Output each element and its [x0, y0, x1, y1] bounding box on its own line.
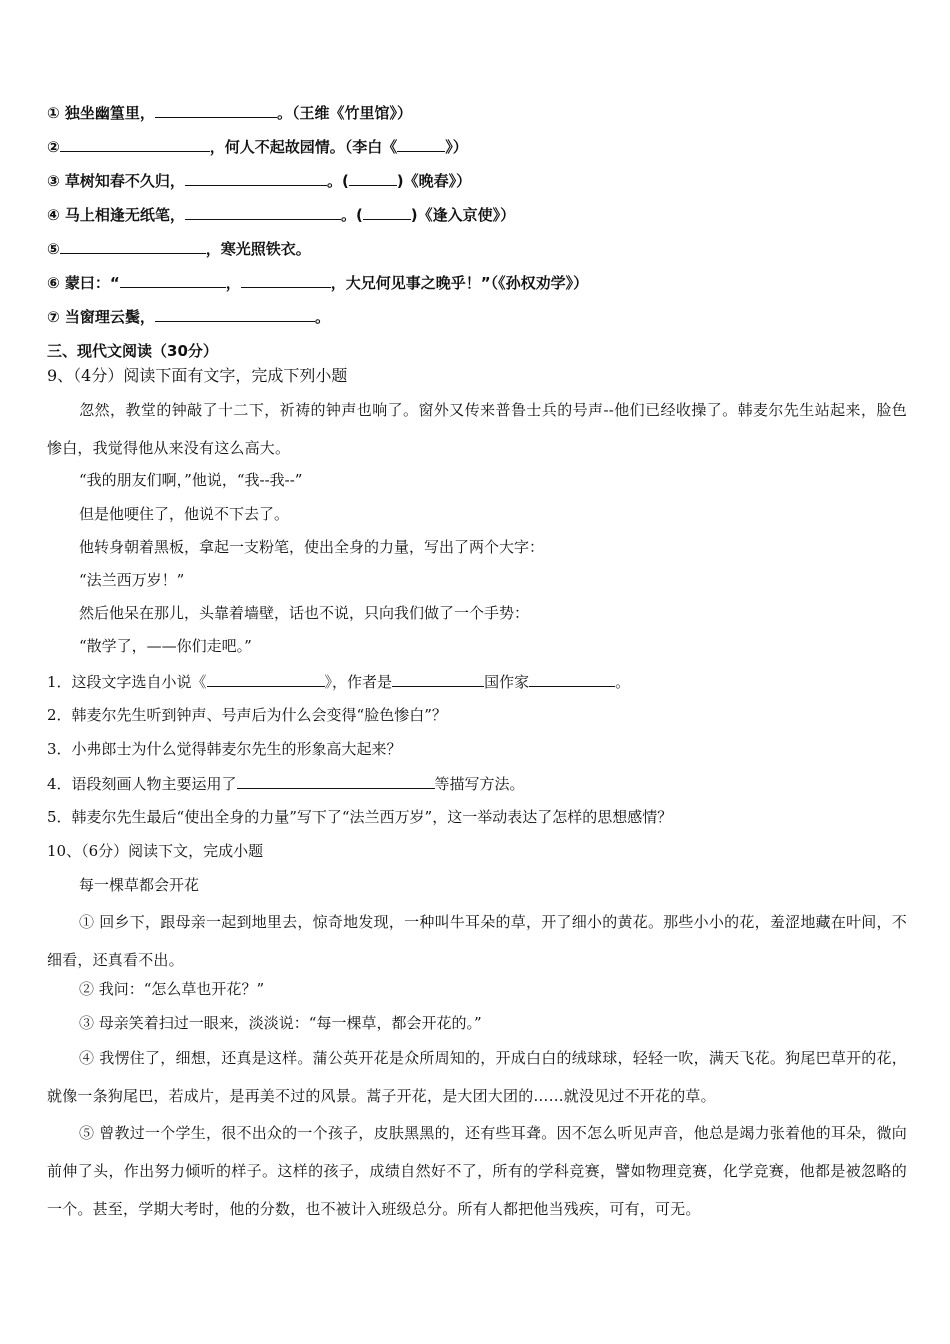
- poem-line-3: [47, 170, 471, 191]
- poem-line-2: [47, 136, 468, 157]
- question-text: 国作家: [484, 673, 530, 691]
- poem-6-source: ，大兄何见事之晚乎！”（《孙权劝学》）: [330, 274, 589, 292]
- poem-2-number: ②: [47, 138, 60, 156]
- passage-text: 忽然，教堂的钟敲了十二下，祈祷的钟声也响了。窗外又传来普鲁士兵的号声--他们已经收操了。韩麦尔先生站起来，脸色惨白，我觉得他从来没有这么高大。: [47, 401, 907, 457]
- poem-4-source: )《逢入京使》）: [410, 206, 516, 224]
- poem-1-text: ① 独坐幽篁里，: [47, 104, 155, 122]
- sub-question-2: 2．韩麦尔先生听到钟声、号声后为什么会变得“脸色惨白”？: [47, 706, 447, 724]
- poem-3-text: ③ 草树知春不久归，: [47, 172, 185, 190]
- poem-7-text: ⑦ 当窗理云鬓，: [47, 308, 155, 326]
- passage-paragraph: “我的朋友们啊，”他说，“我--我--”: [79, 471, 303, 489]
- poem-6-comma: ，: [225, 274, 241, 292]
- question-text: 。: [615, 673, 631, 691]
- article-title: 每一棵草都会开花: [79, 876, 200, 894]
- article-text: ④ 我愣住了，细想，还真是这样。蒲公英开花是众所周知的，开成白白的绒球球，轻轻一吹，满天飞花。狗尾巴草开的花，就像一条狗尾巴，若成片，是再美不过的风景。蒿子开花，是大团大团的……就没见过不开花的草。: [47, 1049, 907, 1105]
- poem-6-text: ⑥ 蒙曰：“: [47, 274, 120, 292]
- passage-paragraph: 但是他哽住了，他说不下去了。: [79, 505, 290, 523]
- question-text: 4．语段刻画人物主要运用了: [47, 775, 237, 793]
- passage-paragraph: [47, 391, 907, 467]
- passage-paragraph: 然后他呆在那儿，头靠着墙壁，话也不说，只向我们做了一个手势：: [79, 604, 530, 622]
- question-10-header: 10、（6分）阅读下文，完成小题: [47, 842, 264, 860]
- article-paragraph: [47, 1039, 907, 1115]
- poem-5-text: ，寒光照铁衣。: [205, 240, 311, 258]
- answer-blank[interactable]: [529, 671, 615, 687]
- poem-7-end: 。: [314, 308, 330, 326]
- answer-blank[interactable]: [207, 671, 325, 687]
- answer-blank[interactable]: [241, 272, 331, 288]
- section-title: 三、现代文阅读（30分）: [47, 342, 218, 360]
- poem-2-close: 》）: [445, 138, 468, 156]
- article-paragraph: [47, 1114, 907, 1228]
- answer-blank[interactable]: [392, 671, 484, 687]
- sub-question-3: 3．小弗郎士为什么觉得韩麦尔先生的形象高大起来？: [47, 740, 402, 758]
- poem-line-7: [47, 306, 330, 327]
- answer-blank[interactable]: [185, 170, 327, 186]
- poem-3-mid: 。(: [326, 172, 349, 190]
- answer-blank[interactable]: [155, 102, 277, 118]
- poem-line-4: [47, 204, 515, 225]
- question-text: 1．这段文字选自小说《: [47, 673, 207, 691]
- question-9-header: 9、（4分）阅读下面有文字，完成下列小题: [47, 366, 348, 385]
- answer-blank[interactable]: [155, 306, 315, 322]
- sub-question-1: [47, 671, 630, 692]
- poem-2-text: ，何人不起故园情。（李白《: [209, 138, 398, 156]
- article-text: ⑤ 曾教过一个学生，很不出众的一个孩子，皮肤黑黑的，还有些耳聋。因不怎么听见声音，他总是竭力张着他的耳朵，微向前伸了头，作出努力倾听的样子。这样的孩子，成绩自然好不了，所有的学科竞赛，譬如物理竞赛，化学竞赛，他都是被忽略的一个。甚至，学期大考时，他的分数，也不被计入班级总分。所有人都把他当残疾，可有，可无。: [47, 1124, 907, 1218]
- article-paragraph: [47, 903, 907, 979]
- poem-3-source: )《晚春》）: [396, 172, 472, 190]
- poem-line-5: [47, 238, 311, 259]
- answer-blank[interactable]: [60, 136, 210, 152]
- passage-paragraph: “散学了，——你们走吧。”: [79, 637, 252, 655]
- answer-blank[interactable]: [185, 204, 341, 220]
- answer-blank[interactable]: [363, 204, 411, 220]
- poem-5-number: ⑤: [47, 240, 60, 258]
- poem-4-text: ④ 马上相逢无纸笔，: [47, 206, 185, 224]
- article-paragraph: ③ 母亲笑着扫过一眼来，淡淡说：“每一棵草，都会开花的。”: [79, 1014, 482, 1032]
- sub-question-4: [47, 773, 525, 794]
- answer-blank[interactable]: [349, 170, 397, 186]
- question-text: 》，作者是: [324, 673, 393, 691]
- sub-question-5: 5．韩麦尔先生最后“使出全身的力量”写下了“法兰西万岁”，这一举动表达了怎样的思想感情？: [47, 808, 673, 826]
- passage-paragraph: “法兰西万岁！”: [79, 571, 185, 589]
- answer-blank[interactable]: [237, 773, 435, 789]
- poem-1-source: 。（王维《竹里馆》）: [276, 104, 412, 122]
- answer-blank[interactable]: [60, 238, 206, 254]
- poem-line-1: [47, 102, 412, 123]
- question-text: 等描写方法。: [434, 775, 525, 793]
- passage-paragraph: 他转身朝着黑板，拿起一支粉笔，使出全身的力量，写出了两个大字：: [79, 538, 545, 556]
- article-paragraph: ② 我问：“怎么草也开花？”: [79, 980, 265, 998]
- poem-4-mid: 。(: [340, 206, 363, 224]
- answer-blank[interactable]: [120, 272, 226, 288]
- poem-line-6: [47, 272, 588, 293]
- answer-blank[interactable]: [397, 136, 445, 152]
- article-text: ① 回乡下，跟母亲一起到地里去，惊奇地发现，一种叫牛耳朵的草，开了细小的黄花。那些小小的花，羞涩地藏在叶间，不细看，还真看不出。: [47, 913, 907, 969]
